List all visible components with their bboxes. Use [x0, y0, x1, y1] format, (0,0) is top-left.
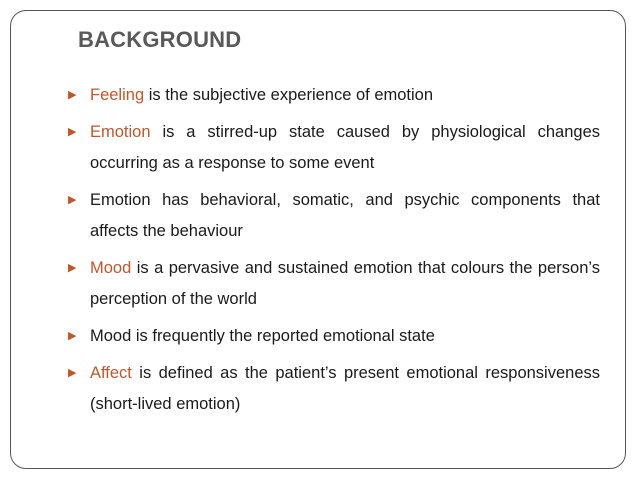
bullet-icon: ▶: [68, 194, 77, 206]
bullet-text: is a stirred-up state caused by physiological changes occurring as a response to some event: [90, 123, 600, 172]
bullet-icon: ▶: [68, 89, 77, 101]
bullet-list: [68, 80, 600, 426]
bullet-item: [68, 253, 600, 315]
bullet-text: is a pervasive and sustained emotion that colours the person’s perception of the world: [90, 259, 600, 308]
bullet-item: [68, 117, 600, 179]
bullet-text: is defined as the patient’s present emotional responsiveness (short-lived emotion): [90, 364, 600, 413]
bullet-term: Emotion: [90, 123, 151, 141]
bullet-term: Affect: [90, 364, 132, 382]
bullet-icon: ▶: [68, 126, 77, 138]
bullet-item: [68, 185, 600, 247]
bullet-item: [68, 80, 600, 111]
bullet-item: [68, 358, 600, 420]
bullet-text: Emotion has behavioral, somatic, and psychic components that affects the behaviour: [90, 191, 600, 240]
bullet-icon: ▶: [68, 330, 77, 342]
bullet-item: [68, 321, 600, 352]
slide-title: BACKGROUND: [78, 27, 242, 52]
bullet-icon: ▶: [68, 367, 77, 379]
bullet-text: is the subjective experience of emotion: [144, 86, 434, 104]
bullet-icon: ▶: [68, 262, 77, 274]
bullet-term: Mood: [90, 259, 132, 277]
bullet-term: Feeling: [90, 86, 145, 104]
bullet-text: Mood is frequently the reported emotional state: [90, 327, 435, 345]
